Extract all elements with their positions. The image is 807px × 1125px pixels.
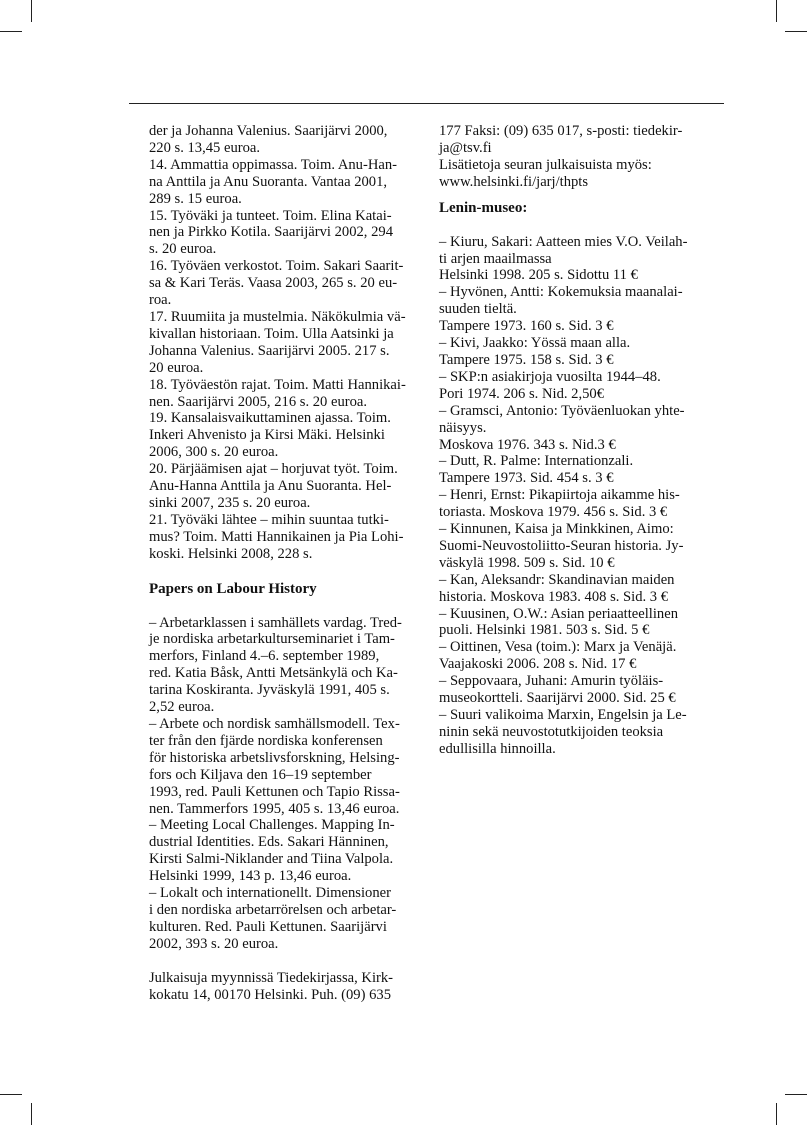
list-item: – Kan, Aleksandr: Skandinavian maiden historia. Moskova 1983. 408 s. Sid. 3 € <box>439 571 675 605</box>
list-item: 18. Työväestön rajat. Toim. Matti Hannikai- nen. Saarijärvi 2005, 216 s. 20 euroa. <box>149 376 406 410</box>
right-column <box>439 123 714 758</box>
list-item: 16. Työväen verkostot. Toim. Sakari Saarit- sa & Kari Teräs. Vaasa 2003, 265 s. 20 eu- roa. <box>149 258 404 309</box>
list-item: – Seppovaara, Juhani: Amurin työläis- museokortteli. Saarijärvi 2000. Sid. 25 € <box>439 673 676 707</box>
crop-mark <box>785 1094 807 1095</box>
list-item: – Arbete och nordisk samhällsmodell. Tex- ter från den fjärde nordiska konferensen för historiska arbetslivsforskning, Helsing- fors och Kiljava den 16–19 september 1993, red. Pauli Kettunen och Tapio Rissa- nen. Tammerfors 1995, 405 s. 13,46 euroa. <box>149 716 400 817</box>
section-heading-lenin-museum: Lenin-museo: <box>439 199 528 216</box>
header-rule <box>129 103 724 104</box>
crop-mark <box>776 0 777 22</box>
crop-mark <box>0 31 22 32</box>
list-item: – Meeting Local Challenges. Mapping In- dustrial Identities. Eds. Sakari Hänninen, Kirsti Salmi-Niklander and Tiina Valpola. Helsinki 1999, 143 p. 13,46 euroa. <box>149 817 395 885</box>
list-item: – Hyvönen, Antti: Kokemuksia maanalai- suuden tieltä. Tampere 1973. 160 s. Sid. 3 € <box>439 284 683 335</box>
list-item: – Kinnunen, Kaisa ja Minkkinen, Aimo: Suomi-Neuvostoliitto-Seuran historia. Jy- väskylä 1998. 509 s. Sid. 10 € <box>439 521 684 571</box>
list-item: – Lokalt och internationellt. Dimensioner i den nordiska arbetarrörelsen och arbetar- kulturen. Red. Pauli Kettunen. Saarijärvi 2002, 393 s. 20 euroa. <box>149 885 397 952</box>
contact-info: 177 Faksi: (09) 635 017, s-posti: tiedekir- ja@tsv.fi Lisätietoja seuran julkaisuista myös: www.helsinki.fi/jarj/thpts <box>439 123 683 190</box>
crop-mark <box>0 1094 22 1095</box>
list-item: – Henri, Ernst: Pikapiirtoja aikamme his- toriasta. Moskova 1979. 456 s. Sid. 3 € <box>439 487 680 521</box>
list-item: – Oittinen, Vesa (toim.): Marx ja Venäjä. Vaajakoski 2006. 208 s. Nid. 17 € <box>439 639 677 673</box>
list-item: – Gramsci, Antonio: Työväenluokan yhte- näisyys. Moskova 1976. 343 s. Nid.3 € <box>439 402 685 453</box>
list-item: 19. Kansalaisvaikuttaminen ajassa. Toim. Inkeri Ahvenisto ja Kirsi Mäki. Helsinki 2006, 300 s. 20 euroa. <box>149 410 391 461</box>
list-item: – Kiuru, Sakari: Aatteen mies V.O. Veilah- ti arjen maailmassa Helsinki 1998. 205 s. Sidottu 11 € <box>439 233 688 284</box>
crop-mark <box>785 31 807 32</box>
list-item: – Dutt, R. Palme: Internationzali. Tampere 1973. Sid. 454 s. 3 € <box>439 453 634 487</box>
list-item: 15. Työväki ja tunteet. Toim. Elina Katai- nen ja Pirkko Kotila. Saarijärvi 2002, 294 s. 20 euroa. <box>149 207 393 258</box>
list-item: – Kivi, Jaakko: Yössä maan alla. Tampere 1975. 158 s. Sid. 3 € <box>439 335 631 368</box>
list-item: 20. Pärjäämisen ajat – horjuvat työt. Toim. Anu-Hanna Anttila ja Anu Suoranta. Hel- sinki 2007, 235 s. 20 euroa. <box>149 461 398 511</box>
crop-mark <box>31 0 32 22</box>
list-item: der ja Johanna Valenius. Saarijärvi 2000, 220 s. 13,45 euroa. <box>149 123 388 156</box>
list-item: 21. Työväki lähtee – mihin suuntaa tutki- mus? Toim. Matti Hannikainen ja Pia Lohi- koski. Helsinki 2008, 228 s. <box>149 511 404 562</box>
list-item: 17. Ruumiita ja mustelmia. Näkökulmia vä- kivallan historiaan. Toim. Ulla Aatsinki ja Johanna Valenius. Saarijärvi 2005. 217 s. 20 euroa. <box>149 308 406 376</box>
list-item: – SKP:n asiakirjoja vuosilta 1944–48. Pori 1974. 206 s. Nid. 2,50€ <box>439 368 661 402</box>
list-item: – Suuri valikoima Marxin, Engelsin ja Le- ninin sekä neuvostotutkijoiden teoksia edullisilla hinnoilla. <box>439 707 687 757</box>
section-heading-papers: Papers on Labour History <box>149 580 317 597</box>
crop-mark <box>31 1103 32 1125</box>
sales-note: Julkaisuja myynnissä Tiedekirjassa, Kirk- kokatu 14, 00170 Helsinki. Puh. (09) 635 <box>149 969 394 1003</box>
list-item: – Kuusinen, O.W.: Asian periaatteellinen puoli. Helsinki 1981. 503 s. Sid. 5 € <box>439 605 678 639</box>
list-item: 14. Ammattia oppimassa. Toim. Anu-Han- na Anttila ja Anu Suoranta. Vantaa 2001, 289 s. 15 euroa. <box>149 156 397 207</box>
crop-mark <box>776 1103 777 1125</box>
left-column <box>149 123 424 1004</box>
list-item: – Arbetarklassen i samhällets vardag. Tred- je nordiska arbetarkulturseminariet i Tam- merfors, Finland 4.–6. september 1989, red. Katia Båsk, Antti Metsänkylä och Ka- tarina Koskiranta. Jyväskylä 1991, 405 s. 2,52 euroa. <box>149 614 402 716</box>
